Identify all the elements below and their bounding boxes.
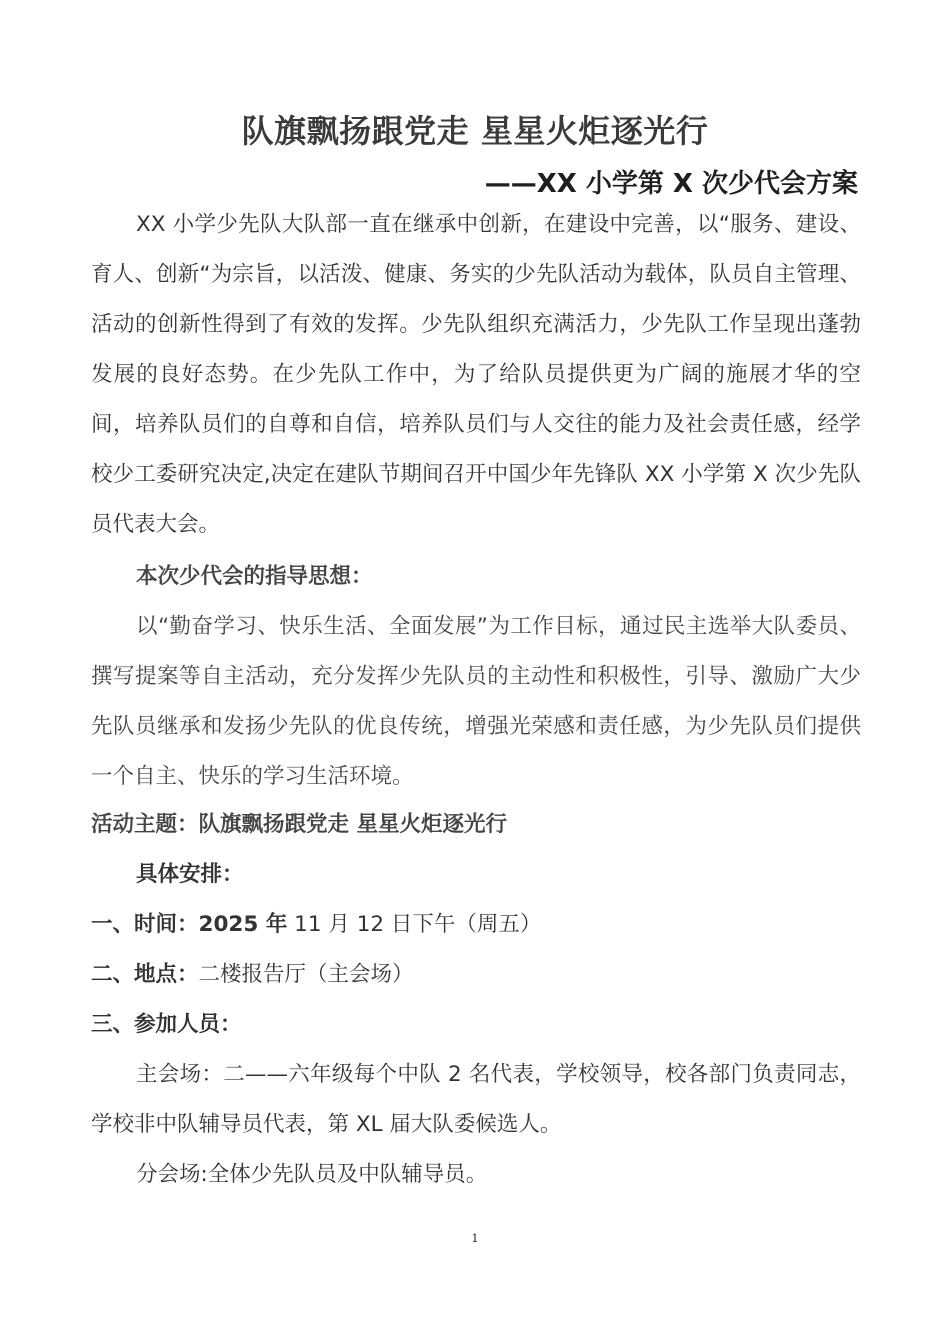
place-value: 二楼报告厅（主会场）: [198, 962, 414, 987]
theme-value: 队旗飘扬跟党走 星星火炬逐光行: [198, 812, 508, 837]
place-label: 二、地点：: [91, 962, 199, 987]
guiding-block: [91, 552, 861, 802]
time-line: [91, 900, 861, 950]
main-venue-paragraph: 主会场：二——六年级每个中队 2 名代表，学校领导，校各部门负责同志，学校非中队辅导员代表，第 XL 届大队委候选人。: [91, 1062, 861, 1137]
page-number: 1: [471, 1232, 479, 1245]
place-line: [91, 950, 861, 1000]
participants-label: 三、参加人员：: [91, 1012, 242, 1037]
document-subtitle: ——XX 小学第 X 次少代会方案: [484, 169, 858, 199]
theme-label: 活动主题：: [91, 812, 199, 837]
time-year: 2025 年: [198, 912, 288, 937]
arrangement-block: [91, 800, 861, 1200]
time-label: 一、时间：: [91, 912, 199, 937]
sub-venue-line: 分会场:全体少先队员及中队辅导员。: [136, 1162, 488, 1187]
guiding-heading: 本次少代会的指导思想：: [136, 564, 373, 589]
time-value: 11 月 12 日下午（周五）: [287, 912, 542, 937]
document-title: 队旗飘扬跟党走 星星火炬逐光行: [241, 112, 709, 150]
arrangement-heading: 具体安排：: [136, 862, 244, 887]
guiding-paragraph: 以“勤奋学习、快乐生活、全面发展”为工作目标，通过民主选举大队委员、撰写提案等自主活动，充分发挥少先队员的主动性和积极性，引导、激励广大少先队员继承和发扬少先队的优良传统，增强光荣感和责任感，为少先队员们提供一个自主、快乐的学习生活环境。: [91, 614, 861, 789]
theme-line: [91, 800, 861, 850]
intro-block: [91, 200, 861, 550]
intro-paragraph: XX 小学少先队大队部一直在继承中创新，在建设中完善，以“服务、建设、育人、创新“为宗旨，以活泼、健康、务实的少先队活动为载体，队员自主管理、活动的创新性得到了有效的发挥。少先队组织充满活力，少先队工作呈现出蓬勃发展的良好态势。在少先队工作中，为了给队员提供更为广阔的施展才华的空间，培养队员们的自尊和自信，培养队员们与人交往的能力及社会责任感，经学校少工委研究决定,决定在建队节期间召开中国少年先锋队 XX 小学第 X 次少先队员代表大会。: [91, 212, 861, 537]
